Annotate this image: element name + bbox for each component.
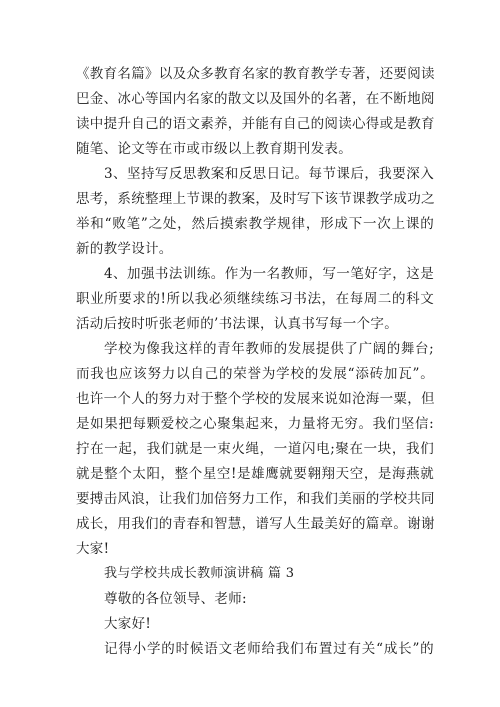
text-line: 随笔、论文等在市或市级以上教育期刊发表。 [76, 141, 352, 157]
text-line: 大家! [76, 541, 110, 557]
salutation: 尊敬的各位领导、老师: [104, 591, 247, 607]
text-line: 成长，用我们的青春和智慧，谱写人生最美好的篇章。谢谢 [76, 516, 435, 532]
text-line: 读中提升自己的语文素养，并能有自己的阅读心得或是教育 [76, 116, 435, 132]
text-line: 就是整个太阳，整个星空!是雄鹰就要翱翔天空，是海燕就 [76, 466, 434, 482]
text-line: 举和“败笔”之处，然后摸索教学规律，形成下一次上课的 [76, 216, 434, 232]
text-line: 新的教学设计。 [76, 241, 173, 257]
section-title: 我与学校共成长教师演讲稿 篇 3 [104, 566, 295, 581]
text-line: 巴金、冰心等国内名家的散文以及国外的名著，在不断地阅 [76, 91, 435, 107]
text-line: 4、加强书法训练。作为一名教师，写一笔好字，这是 [104, 266, 434, 282]
text-line: 思考，系统整理上节课的教案，及时写下该节课教学成功之 [76, 191, 435, 207]
text-line: 记得小学的时候语文老师给我们布置过有关“成长”的 [104, 641, 434, 657]
text-line: 也许一个人的努力对于整个学校的发展来说如沧海一粟，但 [76, 391, 435, 407]
text-line: 3、坚持写反思教案和反思日记。每节课后，我要深入 [104, 166, 434, 182]
text-line: 拧在一起，我们就是一束火绳，一道闪电;聚在一块，我们 [76, 441, 434, 457]
text-line: 是如果把每颗爱校之心聚集起来，力量将无穷。我们坚信: [76, 416, 434, 432]
text-line: 职业所要求的!所以我必须继续练习书法，在每周二的科文 [76, 291, 434, 307]
greeting: 大家好! [104, 616, 152, 632]
text-line: 学校为像我这样的青年教师的发展提供了广阔的舞台; [104, 341, 434, 357]
text-line: 而我也应该努力以自己的荣誉为学校的发展“添砖加瓦”。 [76, 366, 434, 382]
text-line: 活动后按时听张老师的’书法课，认真书写每一个字。 [76, 316, 398, 332]
text-line: 《教育名篇》以及众多教育名家的教育教学专著，还要阅读 [76, 66, 435, 82]
text-line: 要搏击风浪，让我们加倍努力工作，和我们美丽的学校共同 [76, 491, 435, 507]
